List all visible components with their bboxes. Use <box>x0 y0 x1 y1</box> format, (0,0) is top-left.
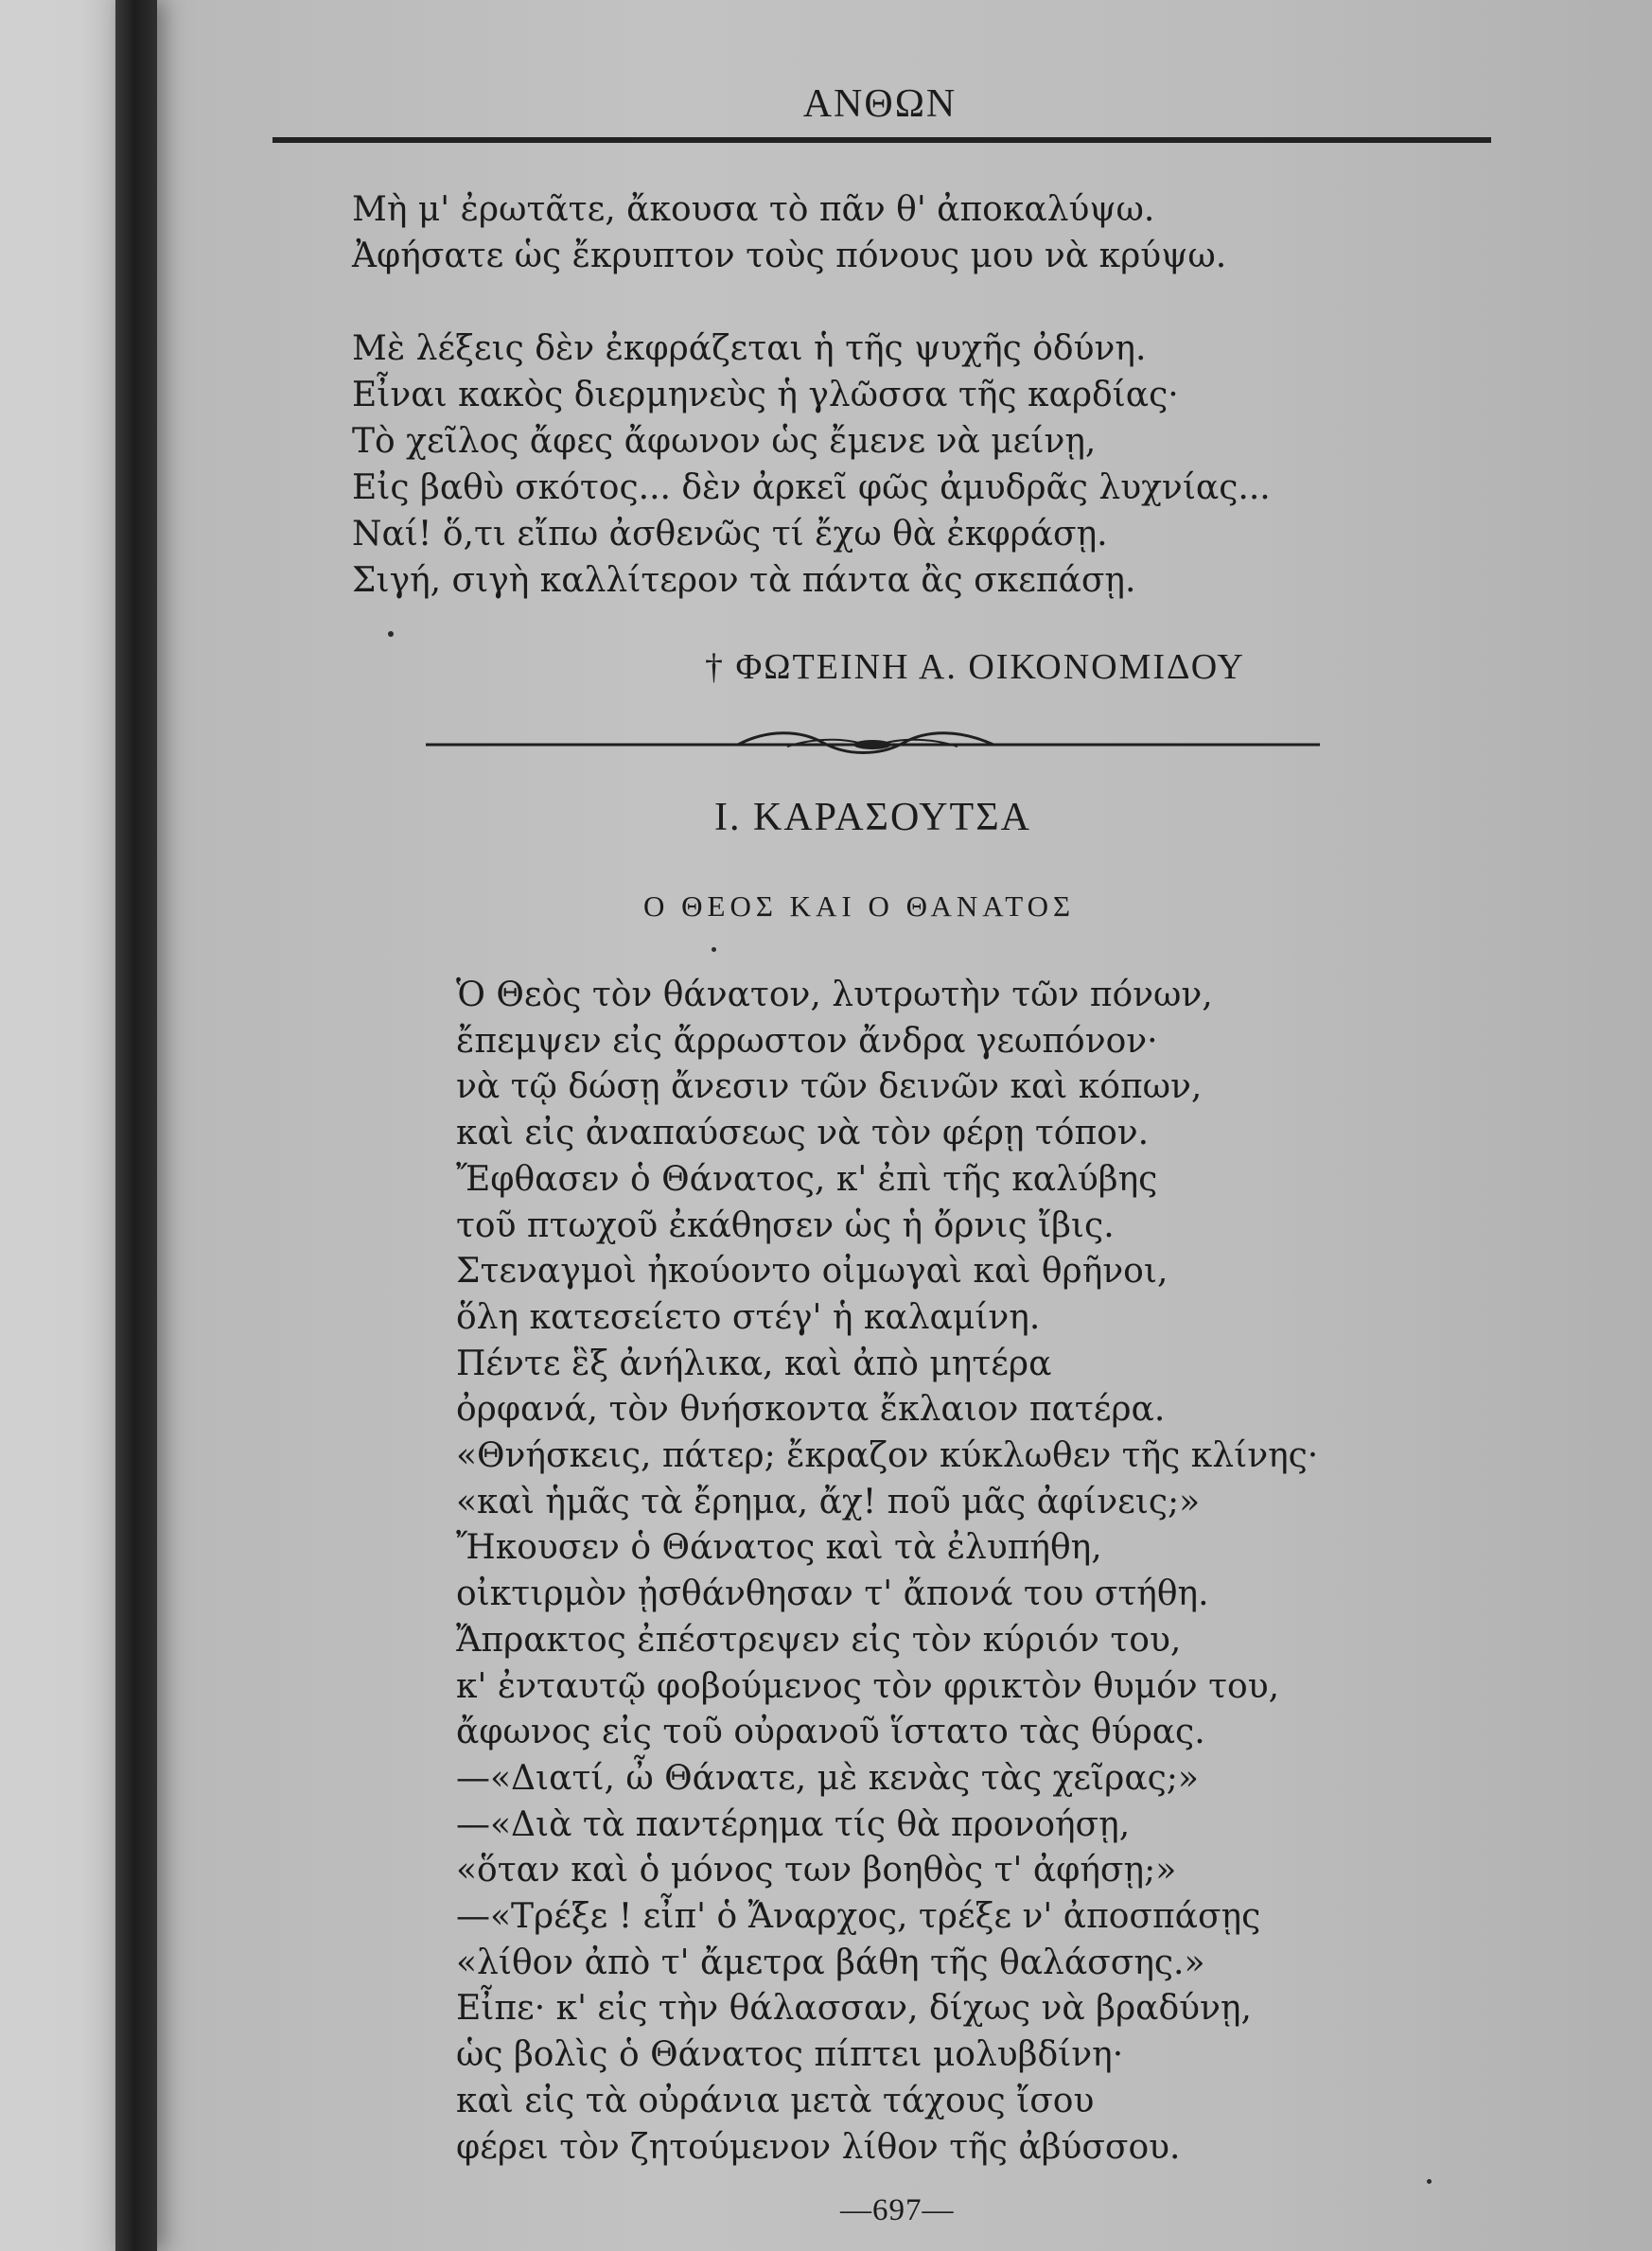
section-author-heading: Ι. ΚΑΡΑΣΟΥΤΣΑ <box>714 796 1031 839</box>
verse-line: «ὅταν καὶ ὁ μόνος των βοηθὸς τ' ἀφήσῃ;» <box>456 1851 1177 1890</box>
verse-line: —«Διὰ τὰ παντέρημα τίς θὰ προνοήσῃ, <box>456 1804 1131 1844</box>
verse-line: φέρει τὸν ζητούμενον λίθον τῆς ἀβύσσου. <box>456 2127 1181 2167</box>
verse-line: Ὁ Θεὸς τὸν θάνατον, λυτρωτὴν τῶν πόνων, <box>456 976 1213 1014</box>
verse-line: —«Διατί, ὦ Θάνατε, μὲ κενὰς τὰς χεῖρας;» <box>456 1758 1199 1798</box>
verse-line: ἄφωνος εἰς τοῦ οὐρανοῦ ἵστατο τὰς θύρας. <box>456 1713 1205 1752</box>
verse-line: ὀρφανά, τὸν θνήσκοντα ἔκλαιον πατέρα. <box>456 1390 1166 1430</box>
verse-line: Ἄπρακτος ἐπέστρεψεν εἰς τὸν κύριόν του, <box>456 1620 1182 1660</box>
verse-line: —«Τρέξε ! εἶπ' ὁ Ἄναρχος, τρέξε ν' ἀποσπάσῃς <box>456 1897 1261 1937</box>
verse-line: Σιγή, σιγὴ καλλίτερον τὰ πάντα ἂς σκεπάσῃ. <box>352 561 1136 600</box>
verse-line: Μὴ μ' ἐρωτᾶτε, ἄκουσα τὸ πᾶν θ' ἀποκαλύψω. <box>352 190 1155 229</box>
verse-line: Μὲ λέξεις δὲν ἐκφράζεται ἡ τῆς ψυχῆς ὀδύνη. <box>352 329 1147 368</box>
verse-line: Πέντε ἓξ ἀνήλικα, καὶ ἀπὸ μητέρα <box>456 1344 1052 1383</box>
verse-line: Εἶπε· κ' εἰς τὴν θάλασσαν, δίχως νὰ βραδύνῃ, <box>456 1989 1252 2029</box>
verse-line: Εἰς βαθὺ σκότος... δὲν ἀρκεῖ φῶς ἀμυδρᾶς λυχνίας... <box>352 468 1271 507</box>
verse-line: «λίθον ἀπὸ τ' ἄμετρα βάθη τῆς θαλάσσης.» <box>456 1943 1205 1982</box>
verse-line: «Θνήσκεις, πάτερ; ἔκραζον κύκλωθεν τῆς κλίνης· <box>456 1436 1319 1476</box>
print-speck <box>388 631 394 637</box>
facing-page-margin <box>0 0 115 2251</box>
verse-line: Ἔφθασεν ὁ Θάνατος, κ' ἐπὶ τῆς καλύβης <box>456 1159 1158 1199</box>
verse-line: Τὸ χεῖλος ἄφες ἄφωνον ὡς ἔμενε νὰ μείνῃ, <box>352 422 1097 461</box>
verse-line: «καὶ ἡμᾶς τὰ ἔρημα, ἄχ! ποῦ μᾶς ἀφίνεις;» <box>456 1482 1201 1521</box>
verse-line: καὶ εἰς ἀναπαύσεως νὰ τὸν φέρῃ τόπον. <box>456 1114 1150 1153</box>
verse-line: τοῦ πτωχοῦ ἐκάθησεν ὡς ἡ ὄρνις ἴβις. <box>456 1205 1115 1245</box>
decorative-divider <box>426 728 1320 762</box>
verse-line: Ἤκουσεν ὁ Θάνατος καὶ τὰ ἐλυπήθη, <box>456 1528 1102 1568</box>
print-speck <box>712 947 716 952</box>
verse-line: οἰκτιρμὸν ᾐσθάνθησαν τ' ἄπονά του στήθη. <box>456 1574 1209 1614</box>
verse-line: Εἶναι κακὸς διερμηνεὺς ἡ γλῶσσα τῆς καρδίας· <box>352 376 1179 414</box>
verse-line: Στεναγμοὶ ἠκούοντο οἰμωγαὶ καὶ θρῆνοι, <box>456 1252 1169 1292</box>
header-rule <box>272 137 1491 143</box>
poem-one-stanza-two <box>352 325 1271 604</box>
book-gutter-shadow <box>115 0 157 2251</box>
running-header: ΑΝΘΩΝ <box>802 82 958 126</box>
verse-line: Ἀφήσατε ὡς ἔκρυπτον τοὺς πόνους μου νὰ κρύψω. <box>352 237 1227 275</box>
verse-line: Ναί! ὅ,τι εἴπω ἀσθενῶς τί ἔχω θὰ ἐκφράσῃ. <box>352 515 1108 554</box>
poem-two-body <box>456 973 1318 2171</box>
verse-line: νὰ τῷ δώσῃ ἄνεσιν τῶν δεινῶν καὶ κόπων, <box>456 1067 1203 1107</box>
verse-line: ὅλη κατεσείετο στέγ' ἡ καλαμίνη. <box>456 1297 1041 1337</box>
verse-line: καὶ εἰς τὰ οὐράνια μετὰ τάχους ἴσου <box>456 2081 1095 2120</box>
verse-line: κ' ἐνταυτῷ φοβούμενος τὸν φρικτὸν θυμόν του, <box>456 1666 1280 1706</box>
verse-line: ὡς βολὶς ὁ Θάνατος πίπτει μολυβδίνη· <box>456 2035 1124 2075</box>
poem-title: Ο ΘΕΟΣ ΚΑΙ Ο ΘΑΝΑΤΟΣ <box>643 889 1076 923</box>
verse-line: ἔπεμψεν εἰς ἄρρωστον ἄνδρα γεωπόνον· <box>456 1021 1158 1061</box>
page-number: —697— <box>840 2193 955 2227</box>
print-speck <box>1427 2179 1432 2184</box>
poem-signature: † ΦΩΤΕΙΝΗ Α. ΟΙΚΟΝΟΜΙΔΟΥ <box>705 647 1245 687</box>
poem-one-stanza-one <box>352 186 1226 279</box>
